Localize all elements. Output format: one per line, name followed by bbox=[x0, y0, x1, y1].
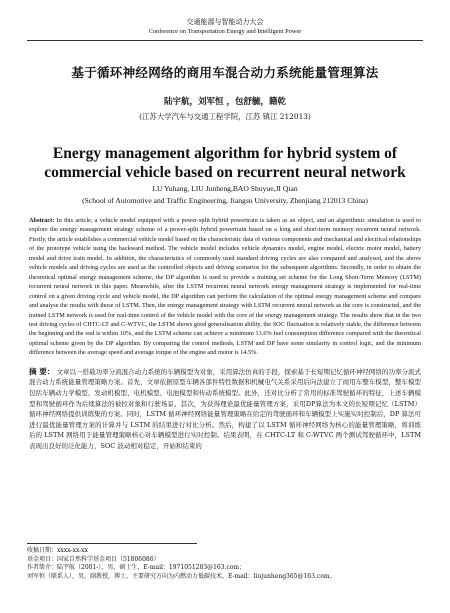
authors-cn: 陆宇航，刘军恒 ，包舒毓，籍乾 bbox=[164, 97, 286, 107]
affiliation-cn: (江苏大学汽车与交通工程学院，江苏 镇江 212013) bbox=[139, 112, 311, 121]
title-cn: 基于循环神经网络的商用车混合动力系统能量管理算法 bbox=[71, 65, 379, 80]
running-header bbox=[27, 0, 423, 41]
footnotes bbox=[27, 543, 423, 581]
title-en-line-1: Energy management algorithm for hybrid system of bbox=[52, 145, 398, 162]
abstract-cn bbox=[27, 367, 423, 452]
header-rule bbox=[27, 40, 423, 41]
footnote-funding: 基金项目：国家自然科学基金项目（51806086） bbox=[27, 555, 160, 563]
abstract-en bbox=[27, 216, 423, 358]
affiliation-en: (School of Automotive and Traffic Engineering, Jiangsu University, Zhenjiang 212013 China) bbox=[82, 196, 368, 205]
authors-en: LU Yuhang, LIU Junheng,BAO Shuyue,JI Qian bbox=[152, 184, 298, 193]
footnote-author-1: 作者简介：陆宇航（2001-），男，硕士生，E-mail：1971051283@163.com； bbox=[27, 564, 246, 572]
title-en bbox=[27, 144, 423, 182]
abstract-cn-label: 摘 要： bbox=[29, 366, 55, 376]
conference-name-en: Conference on Transportation Energy and Intelligent Power bbox=[148, 28, 302, 35]
abstract-en-label: Abstract: bbox=[29, 217, 55, 224]
footnote-received: 收稿日期：xxxx-xx-xx bbox=[27, 547, 88, 554]
title-en-line-2: commercial vehicle based on recurrent neural network bbox=[44, 164, 406, 181]
abstract-cn-text: 文章以一搭载功率分流混合动力系统的车辆模型为对象，采用算法仿真的手段，探索基于长短期记忆循环神经网络的功率分流式混合动力系统能量管理策略方案。首先，文章依据原型车辆各部件特性数据和机械电气关系采用后向法建立了商用车整车模型，整车模型包括车辆动力学模型、发动机模型、电机模型、电池模型和传动系统模型。此外，还对比分析了常用的标准驾驶循环的特征，上述车辆模型和驾驶循环作为后续算法的被控对象和行驶场景。其次，为获得理论最优能量管理方案，采用DP算法为本文的长短期记忆（LSTM）循环神经网络提供训练集的方案。同时，LSTM 循环神经网络能量管理策略在给定的驾驶循环和车辆模型上实施实时控制后，DP 算法可进行最优能量管理方案的计算并与 LSTM 的结果进行对比分析。然后，构建了以 LSTM 循环神经网络为核心的能量管理策略，将训练后的 LSTM 网络用于能量管理策略核心对车辆模型进行实时控制。结果表明，在 CHTC-LT 和 C-WTVC 两个测试驾驶循环中，LSTM 表现出良好的泛化能力，SOC 波动相对稳定，开始和结束的 bbox=[29, 367, 421, 450]
abstract-en-text: In this article, a vehicle model equipped with a power-split hybrid powertrain is taken as an object, and an algorithmic simulation is used to explore the energy management strategy scheme of a power-split hybrid powertrain based on a long and short-term memory recurrent neural network. Firstly, the article establishes a commercial vehicle model based on the characteristic data of various components and mechanical and electrical relationships of the prototype vehicle using the backward method. The vehicle model includes vehicle dynamics model, engine model, electric motor model, battery model and drive train model. In addition, the characteristics of commonly used standard driving cycles are also compared and analysed, and the above vehicle models and driving cycles are used as the controlled objects and driving scenarios for the subsequent algorithms. Secondly, in order to obtain the theoretical optimal energy management scheme, the DP algorithm is used to provide a training set scheme for the Long Short-Term Memory (LSTM) recurrent neural network in this paper. Meanwhile, after the LSTM recurrent neural network energy management strategy is implemented for real-time control on a given driving cycle and vehicle model, the DP algorithm can perform the calculation of the optimal energy management scheme and compare and analyse the results with those of LSTM. Then, the energy management strategy with LSTM recurrent neural network as the core is constructed, and the trained LSTM network is used for real-time control of the vehicle model with the core of the energy management strategy. The results show that in the two test driving cycles of CHTC-LT and C-WTVC, the LSTM shows good generalisation ability, the SOC fluctuation is relatively stable, the difference between the beginning and the end is within 10%, and the LSTM scheme can achieve a minimum 13.6% fuel consumption difference compared with the theoretical optimal scheme given by the DP algorithm. By comparing the control methods, LSTM and DP have some similarity in control logic, and the minimum difference between the average speed and average torque of the engine and motor is 14.5%. bbox=[29, 217, 422, 357]
conference-name-cn: 交通能源与智能动力大会 bbox=[186, 18, 264, 26]
footnote-author-2: 刘军恒（联系人），男，副教授，博士，主要研究方向为内燃动力低碳技术，E-mail：liujunheng365@163.com。 bbox=[27, 572, 336, 580]
footnote-rule bbox=[27, 543, 197, 544]
